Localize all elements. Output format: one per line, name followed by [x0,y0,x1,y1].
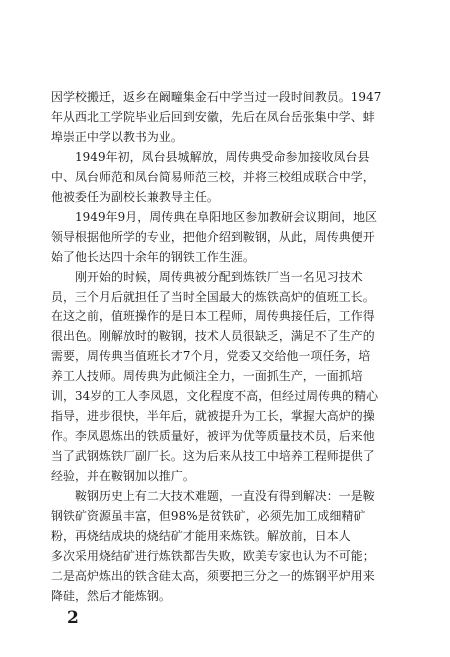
text-line: 需要，周传典当值班长才7个月，党委又交给他一项任务，培 [51,349,371,364]
paragraph-4 [51,268,403,487]
text-line: 降硅，然后才能炼钢。 [51,588,171,603]
text-line: 年从西北工学院毕业后回到安徽，先后在凤台岳张集中学、蚌 [51,109,375,124]
text-line: 经验，并在鞍钢加以推广。 [51,469,195,484]
page-number: 2 [67,608,79,628]
text-line: 埠崇正中学以教书为业。 [51,129,183,144]
text-line: 员，三个月后就担任了当时全国最大的炼铁高炉的值班工长。 [51,289,375,304]
text-line: 训，34岁的工人李凤恩，文化程度不高，但经过周传典的精心 [51,389,379,404]
text-line: 多次采用烧结矿进行炼铁都告失败，欧美专家也认为不可能； [51,548,375,563]
text-line: 鞍钢历史上有二大技术难题，一直没有得到解决：一是鞍 [51,489,375,504]
text-line: 领导根据他所学的专业，把他介绍到鞍钢，从此，周传典便开 [51,229,375,244]
text-line: 1949年初，凤台县城解放，周传典受命参加接收凤台县 [51,149,370,164]
paragraph-1 [51,88,403,148]
text-line: 中、凤台师范和凤台简易师范三校，并将三校组成联合中学， [51,169,375,184]
text-line: 因学校搬迁，返乡在阚疃集金石中学当过一段时间教员。1947 [51,90,382,104]
text-line: 养工人技师。周传典为此倾注全力，一面抓生产，一面抓培 [51,369,363,384]
text-line: 二是高炉炼出的铁含硅太高，须要把三分之一的炼钢平炉用来 [51,568,375,583]
paragraph-2 [51,148,403,208]
text-line: 指导，进步很快，半年后，就被提升为工长，掌握大高炉的操 [51,409,375,424]
paragraph-5 [51,487,403,607]
text-line: 1949年9月，周传典在阜阳地区参加教研会议期间，地区 [51,209,378,224]
text-line: 钢铁矿资源虽丰富，但98%是贫铁矿，必须先加工成细精矿 [51,509,366,524]
text-line: 他被委任为副校长兼教导主任。 [51,189,219,204]
text-line: 刚开始的时候，周传典被分配到炼铁厂当一名见习技术 [51,269,363,284]
text-line: 始了他长达四十余年的钢铁工作生涯。 [51,249,255,264]
text-line: 粉，再烧结成块的烧结矿才能用来炼铁。解放前，日本人 [51,528,351,543]
body-text [51,88,403,607]
text-line: 作。李凤恩炼出的铁质量好，被评为优等质量技术员，后来他 [51,429,375,444]
text-line: 在这之前，值班操作的是日本工程师，周传典接任后，工作得 [51,309,375,324]
text-line: 当了武钢炼铁厂副厂长。这为后来从技工中培养工程师提供了 [51,449,375,464]
paragraph-3 [51,208,403,268]
text-line: 很出色。刚解放时的鞍钢，技术人员很缺乏，满足不了生产的 [51,329,375,344]
